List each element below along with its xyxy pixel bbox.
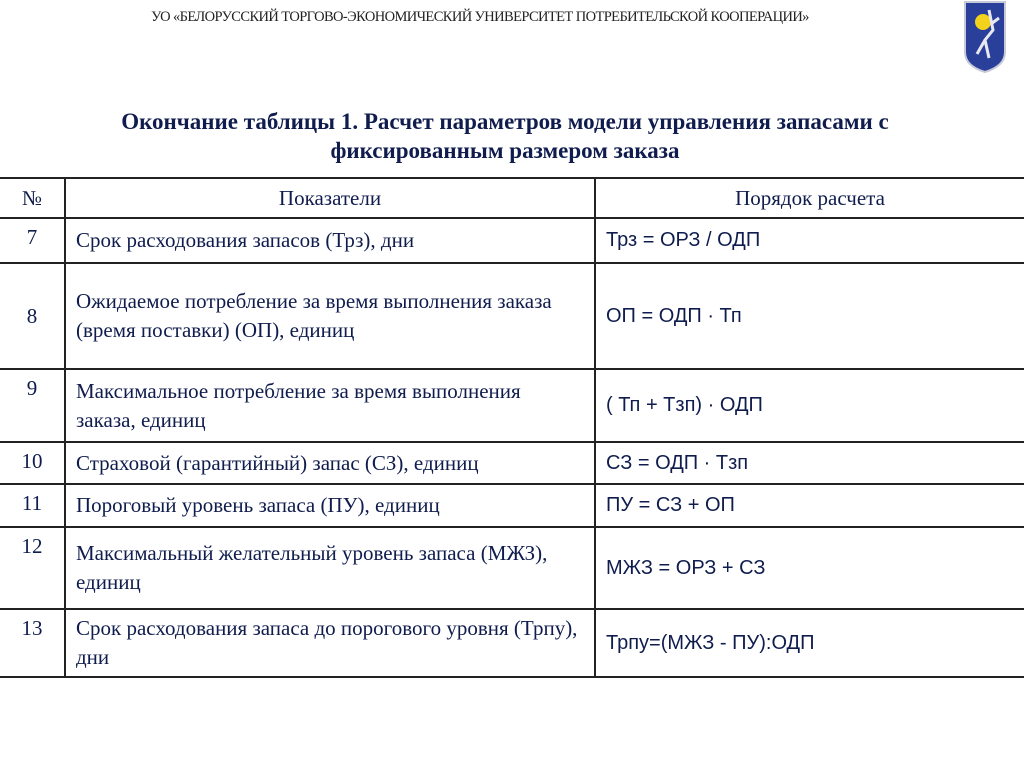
table-row bbox=[0, 527, 1024, 609]
organization-name: УО «БЕЛОРУССКИЙ ТОРГОВО-ЭКОНОМИЧЕСКИЙ УНИВЕРСИТЕТ ПОТРЕБИТЕЛЬСКОЙ КООПЕРАЦИИ» bbox=[151, 9, 809, 25]
row-indicator: Страховой (гарантийный) запас (СЗ), единиц bbox=[65, 442, 595, 484]
column-header-calculation: Порядок расчета bbox=[595, 178, 1024, 218]
slide-title bbox=[30, 107, 980, 165]
title-line-1: Окончание таблицы 1. Расчет параметров модели управления запасами с bbox=[121, 109, 889, 134]
row-number: 7 bbox=[0, 218, 65, 263]
table-row bbox=[0, 263, 1024, 369]
row-indicator: Максимальный желательный уровень запаса (МЖЗ), единиц bbox=[65, 527, 595, 609]
row-number: 10 bbox=[0, 442, 65, 484]
table-row bbox=[0, 609, 1024, 677]
table-row bbox=[0, 484, 1024, 527]
row-indicator: Максимальное потребление за время выполнения заказа, единиц bbox=[65, 369, 595, 442]
column-header-number: № bbox=[0, 178, 65, 218]
row-indicator: Срок расходования запаса до порогового уровня (Трпу), дни bbox=[65, 609, 595, 677]
university-logo-icon bbox=[963, 0, 1007, 73]
row-number: 11 bbox=[0, 484, 65, 527]
table-row bbox=[0, 369, 1024, 442]
row-formula: МЖЗ = ОРЗ + СЗ bbox=[595, 527, 1024, 609]
row-number: 8 bbox=[0, 263, 65, 369]
row-formula: ПУ = СЗ + ОП bbox=[595, 484, 1024, 527]
row-formula: СЗ = ОДП · Тзп bbox=[595, 442, 1024, 484]
row-formula: ( Тп + Тзп) · ОДП bbox=[595, 369, 1024, 442]
inventory-model-table bbox=[0, 177, 1024, 678]
row-number: 9 bbox=[0, 369, 65, 442]
column-header-indicators: Показатели bbox=[65, 178, 595, 218]
table-header-row bbox=[0, 178, 1024, 218]
row-number: 12 bbox=[0, 527, 65, 609]
row-indicator: Пороговый уровень запаса (ПУ), единиц bbox=[65, 484, 595, 527]
title-line-2: фиксированным размером заказа bbox=[330, 138, 680, 163]
table-row bbox=[0, 442, 1024, 484]
row-formula: Трпу=(МЖЗ - ПУ):ОДП bbox=[595, 609, 1024, 677]
table-row bbox=[0, 218, 1024, 263]
row-number: 13 bbox=[0, 609, 65, 677]
row-indicator: Срок расходования запасов (Трз), дни bbox=[65, 218, 595, 263]
row-indicator: Ожидаемое потребление за время выполнения заказа (время поставки) (ОП), единиц bbox=[65, 263, 595, 369]
row-formula: Трз = ОРЗ / ОДП bbox=[595, 218, 1024, 263]
row-formula: ОП = ОДП · Тп bbox=[595, 263, 1024, 369]
